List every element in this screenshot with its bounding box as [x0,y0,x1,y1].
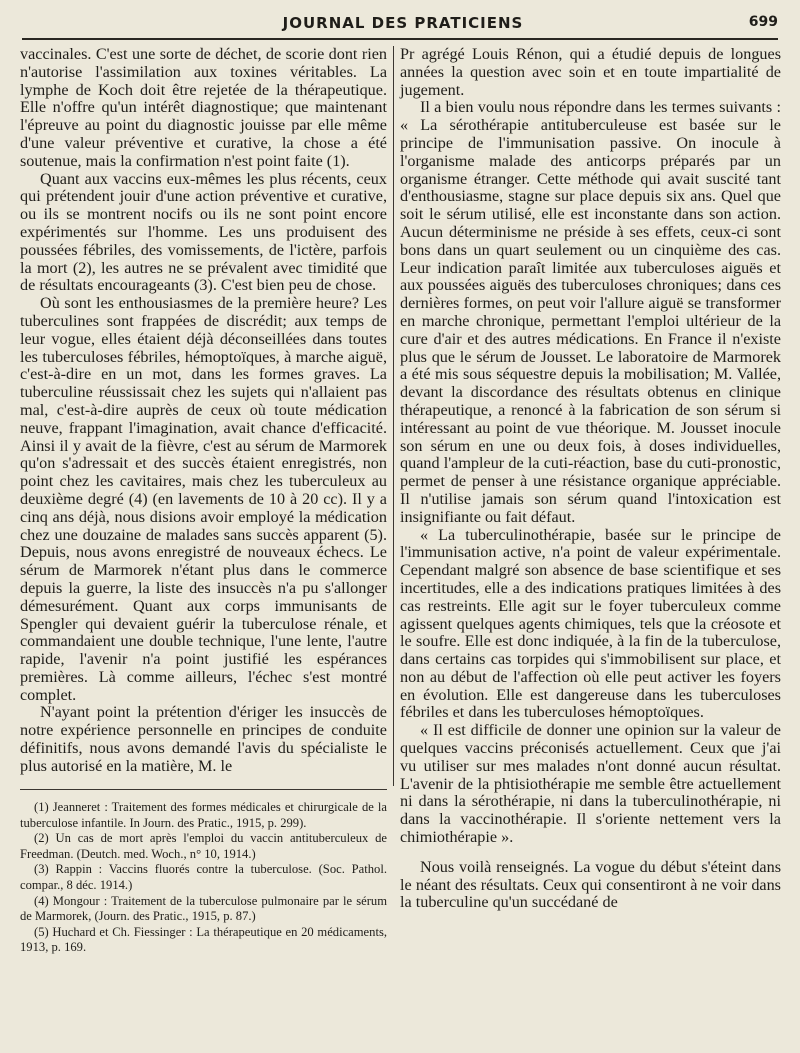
right-column [400,46,781,912]
left-column [20,46,387,776]
paragraph: Pr agrégé Louis Rénon, qui a étudié depuis de longues années la question avec soin et en toute impartialité de jugement. [400,45,781,99]
journal-title: JOURNAL DES PRATICIENS [282,14,524,32]
header-rule [22,38,778,40]
page-number: 699 [748,14,778,30]
paragraph: Quant aux vaccins eux-mêmes les plus récents, ceux qui prétendent jouir d'une action préventive et curative, ou ils se montrent nocifs ou ils ne sont point encore expérimentés sur l'homme. Les uns produisent des poussées fébriles, des vomissements, de l'ictère, parfois la mort (2), les autres ne se prévalent avec timidité que de résultats encourageants (3). C'est bien peu de chose. [20,169,387,295]
paragraph: « Il est difficile de donner une opinion sur la valeur de quelques vaccins préconisés actuellement. Ceux que j'ai vu utiliser sur mes malades n'ont donné aucun résultat. L'avenir de la phtisiothérapie me semble être actuellement ni dans la sérothérapie, ni dans la tuberculinothérapie, ni dans la vaccinothérapie. Il s'oriente nettement vers la chimiothérapie ». [400,721,781,847]
paragraph: vaccinales. C'est une sorte de déchet, de scorie dont rien n'autorise l'assimilation aux toxines véritables. La lymphe de Koch doit être rejetée de la thérapeutique. Elle n'offre qu'un intérêt diagnostique; que maintenant l'épreuve au point du diagnostic jouisse par elle même d'une valeur préventive et curative, la chose a été soutenue, mais la confirmation n'est point faite (1). [20,45,387,170]
footnote: (3) Rappin : Vaccins fluorés contre la tuberculose. (Soc. Pathol. compar., 8 déc. 1914.) [20,862,387,892]
footnote: (4) Mongour : Traitement de la tuberculose pulmonaire par le sérum de Marmorek, (Journ. des Pratic., 1915, p. 87.) [20,893,387,924]
column-divider [393,46,394,786]
paragraph: « La tuberculinothérapie, basée sur le principe de l'immunisation active, n'a point de valeur expérimentale. Cependant malgré son absence de base scientifique et ses incertitudes, elle a des indications pratiques limitées à des cas restreints. Elle agit sur le foyer tuberculeux comme agissent quelques agents chimiques, tels que la créosote et le soufre. Elle est donc indiquée, à la fin de la tuberculose, dans certains cas torpides qui s'immobilisent sur place, et non au début de l'affection où elle peut activer les foyers en évolution. Elle est dangereuse dans les tuberculoses fébriles et dans les tuberculoses hémoptoïques. [400,525,781,722]
footnote: (1) Jeanneret : Traitement des formes médicales et chirurgicale de la tuberculose infantile. In Journ. des Pratic., 1915, p. 299). [20,800,387,830]
footnotes [20,800,387,956]
footnote: (2) Un cas de mort après l'emploi du vaccin antituberculeux de Freedman. (Deutch. med. Woch., n° 10, 1914.) [20,831,387,861]
paragraph: Où sont les enthousiasmes de la première heure? Les tuberculines sont frappées de discrédit; aux temps de leur vogue, elles étaient déjà déconseillées dans toutes les tuberculoses fébriles, hémoptoïques, à marche aiguë, c'est-à-dire en un mot, dans les formes graves. La tuberculine réussissait chez les sujets qui n'allaient pas mal, c'est-à-dire auprès de ceux où toute médication neuve, frappant l'imagination, avait chance d'efficacité. Ainsi il y avait de la fièvre, c'est au sérum de Marmorek qu'on s'adressait et des succès étaient enregistrés, non point chez les cavitaires, mais chez les tuberculeux au deuxième degré (4) (en lavements de 10 à 20 cc). Il y a cinq ans déjà, nous disions avoir employé la médication chez une douzaine de malades sans succès apparent (5). Depuis, nous avons enregistré de nouveaux échecs. Le sérum de Marmorek n'étant plus dans le commerce depuis la guerre, la liste des insuccès n'a pu s'allonger démesurément. Quant aux corps immunisants de Spengler qui devaient guérir la tuberculose rénale, et commandaient une double technique, l'une lente, l'autre rapide, l'avenir n'a point justifié les espérances premières. Là comme ailleurs, l'échec s'est montré complet. [20,294,387,704]
footnote: (5) Huchard et Ch. Fiessinger : La thérapeutique en 20 médicaments, 1913, p. 169. [20,924,387,955]
footnote-rule [20,789,387,790]
paragraph: Il a bien voulu nous répondre dans les termes suivants : « La sérothérapie antituberculeuse est basée sur le principe de l'immunisation passive. On inocule à l'organisme malade des anticorps préparés par un organisme étranger. Cette méthode qui avait suscité tant d'enthousiasme, stagne sur place depuis six ans. Quel que soit le sérum utilisé, elle est inconstante dans son action. Aucun déterminisme ne préside à ses effets, ceux-ci sont bons dans un quart seulement ou un cinquième des cas. Leur indication paraît limitée aux tuberculoses aiguës et aux poussées aiguës des tuberculoses chroniques; dans ces dernières formes, on peut voir l'allure aiguë se transformer en marche chronique, permettant l'emploi ultérieur de la cure d'air et des autres médications. En France il n'existe plus que le sérum de Jousset. Le laboratoire de Marmorek a été mis sous séquestre depuis la mobilisation; M. Vallée, devant la discordance des résultats obtenus en clinique thérapeutique, a renoncé à la fabrication de son sérum si intéressant au point de vue théorique. M. Jousset inocule son sérum en une ou deux fois, à doses individuelles, quand l'ampleur de la cuti-réaction, base du cuti-pronostic, permet de penser à une résistance organique appréciable. Il n'utilise jamais son sérum quand l'intoxication est insignifiante ou fait défaut. [400,98,781,526]
paragraph: N'ayant point la prétention d'ériger les insuccès de notre expérience personnelle en principes de conduite définitifs, nous avons demandé l'avis du spécialiste le plus autorisé en la matière, M. le [20,703,387,775]
running-header [28,10,778,36]
paragraph: Nous voilà renseignés. La vogue du début s'éteint dans le néant des résultats. Ceux qui consentiront à ne voir dans la tuberculine qu'un succédané de [400,857,781,912]
